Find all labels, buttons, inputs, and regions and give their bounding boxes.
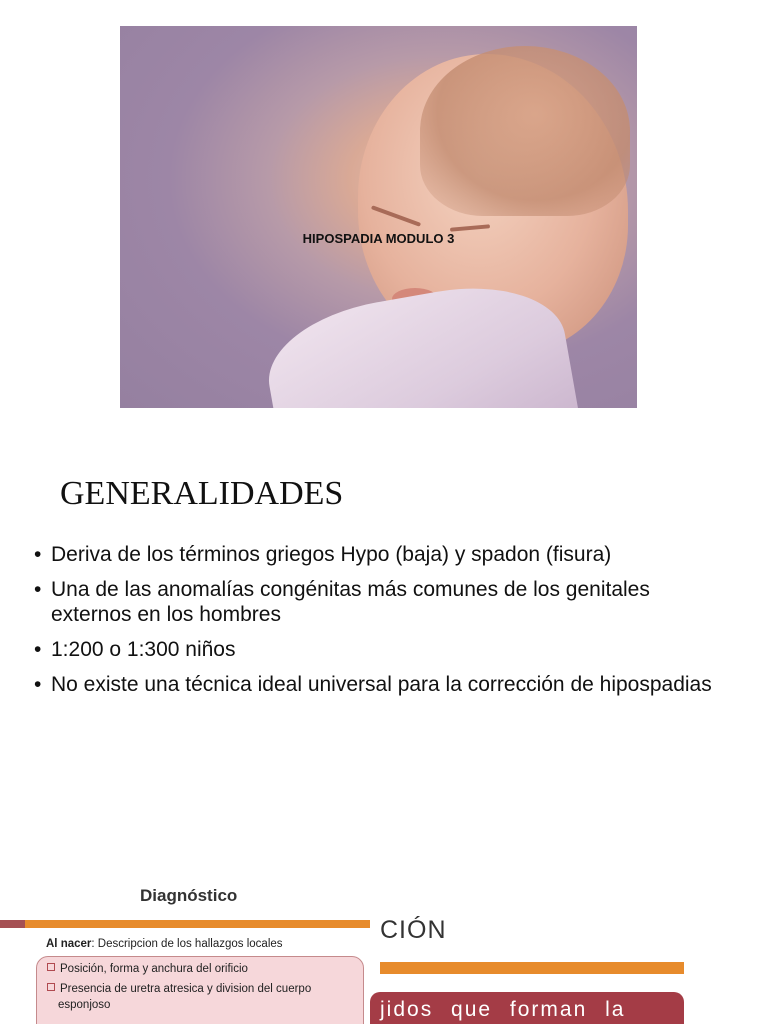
findings-box: [36, 956, 364, 1024]
square-bullet-icon: [47, 983, 55, 991]
finding-item: Posición, forma y anchura del orificio: [47, 963, 248, 975]
title-slide: [120, 26, 637, 408]
bullet-list: [34, 542, 734, 707]
bullet-item: • Deriva de los términos griegos Hypo (baja) y spadon (fisura): [34, 543, 612, 566]
al-nacer-line: Al nacer: Descripcion de los hallazgos locales: [46, 938, 283, 950]
accent-bar-orange-right: [380, 962, 684, 974]
bullet-item: • 1:200 o 1:300 niños: [34, 638, 236, 661]
finding-item: Presencia de uretra atresica y division del cuerpo: [47, 983, 311, 995]
red-banner-text: jidos que forman la: [380, 998, 626, 1021]
diagnosis-slide-preview: [0, 868, 768, 1024]
diagnosis-title: Diagnóstico: [140, 886, 238, 905]
baby-hair: [420, 46, 630, 216]
bullet-item: • Una de las anomalías congénitas más comunes de los genitales externos en los hombres: [34, 578, 650, 626]
partial-heading: CIÓN: [380, 916, 447, 944]
square-bullet-icon: [47, 963, 55, 971]
finding-item-continuation: esponjoso: [58, 999, 111, 1011]
accent-bar-left: [0, 920, 25, 928]
section-title: GENERALIDADES: [60, 475, 344, 512]
accent-bar-orange: [25, 920, 370, 928]
bullet-item: • No existe una técnica ideal universal para la corrección de hipospadias: [34, 673, 712, 696]
slide-title: HIPOSPADIA MODULO 3: [302, 231, 455, 246]
